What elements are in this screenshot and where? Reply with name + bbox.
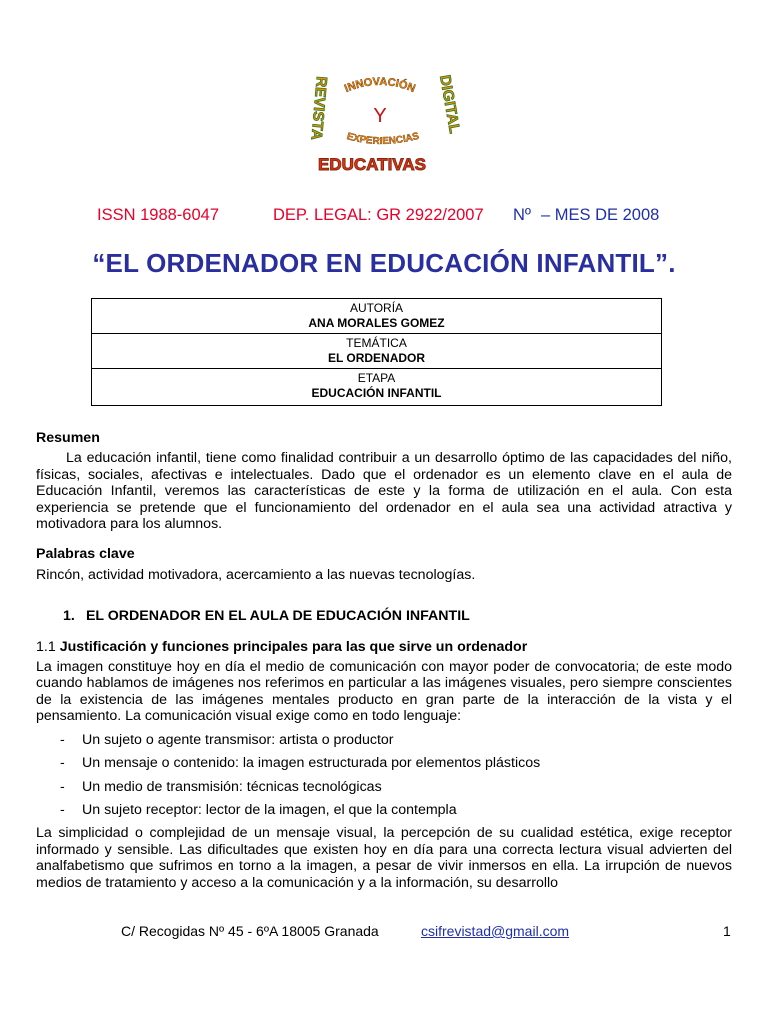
section-heading <box>36 608 732 624</box>
body-paragraph: La imagen constituye hoy en día el medio de comunicación con mayor poder de convocatoria; de este modo cuando hablamos de imágenes nos referimos en particular a las imágenes visuales, pero siempre conscientes de la existencia de las imágenes mentales producto en gran parte de la interacción de la vista y el pensamiento. La comunicación visual exige como en todo lenguaje: <box>36 659 732 725</box>
journal-logo-graphic <box>290 70 470 180</box>
list-item-text: Un medio de transmisión: técnicas tecnológicas <box>82 778 382 795</box>
list-item-text: Un mensaje o contenido: la imagen estructurada por elementos plásticos <box>82 755 541 772</box>
list-dash: - <box>60 731 65 748</box>
metadata-value: EDUCACIÓN INFANTIL <box>311 386 442 400</box>
logo-right-text: DIGITAL <box>436 73 464 135</box>
metadata-row-author <box>92 299 661 334</box>
svg-text:EXPERIENCIAS <box>345 131 420 147</box>
metadata-label: TEMÁTICA <box>346 336 407 350</box>
abstract-heading: Resumen <box>36 430 100 446</box>
keywords-text: Rincón, actividad motivadora, acercamiento a las nuevas tecnologías. <box>36 566 476 583</box>
list-item <box>36 779 732 795</box>
communication-elements-list <box>36 732 732 819</box>
metadata-value: ANA MORALES GOMEZ <box>308 316 445 330</box>
issue-date-text: – MES DE 2008 <box>541 206 660 224</box>
footer-email-link[interactable]: csifrevistad@gmail.com <box>421 923 570 939</box>
keywords-heading: Palabras clave <box>36 546 135 563</box>
metadata-row-topic <box>92 334 661 369</box>
metadata-row-stage <box>92 369 661 405</box>
logo-middle-text: Y <box>373 105 387 127</box>
footer-address: C/ Recogidas Nº 45 - 6ºA 18005 Granada <box>121 923 379 939</box>
issue-number-label: Nº <box>513 206 531 224</box>
section-number: 1. <box>63 608 75 625</box>
list-item <box>36 732 732 748</box>
article-metadata-table <box>91 298 662 406</box>
list-item-text: Un sujeto o agente transmisor: artista o productor <box>82 731 394 748</box>
list-dash: - <box>60 801 65 818</box>
subsection-title: Justificación y funciones principales para las que sirve un ordenador <box>59 638 528 655</box>
subsection-heading <box>36 639 732 655</box>
page-number: 1 <box>723 923 731 939</box>
logo-left-text: REVISTA <box>307 75 330 141</box>
svg-text:INNOVACIÓN <box>343 76 417 95</box>
metadata-value: EL ORDENADOR <box>327 351 426 365</box>
metadata-label: ETAPA <box>357 371 396 385</box>
journal-logo <box>290 70 470 180</box>
article-body <box>36 430 732 891</box>
list-dash: - <box>60 778 65 795</box>
list-item-text: Un sujeto receptor: lector de la imagen, el que la contempla <box>82 801 457 818</box>
body-paragraph: La simplicidad o complejidad de un mensaje visual, la percepción de su cualidad estética, exige receptor informado y sensible. Las dificultades que existen hoy en día para una correcta lectura visual advierten del analfabetismo que sufrimos en torno a la imagen, a pesar de vivir inmersos en ella. La irrupción de nuevos medios de tratamiento y acceso a la comunicación y a la información, su desarrollo <box>36 825 732 891</box>
metadata-label: AUTORÍA <box>349 301 404 315</box>
abstract-paragraph: La educación infantil, tiene como finalidad contribuir a un desarrollo óptimo de las capacidades del niño, físicas, sociales, afectivas e intelectuales. Dado que el ordenador es un elemento clave en el aula de Educación Infantil, veremos las características de este y la forma de utilización en el aula. Con esta experiencia se pretende que el funcionamiento del ordenador en el aula sea una actividad atractiva y motivadora para los alumnos. <box>36 450 732 533</box>
list-item <box>36 755 732 771</box>
list-item <box>36 802 732 818</box>
list-dash: - <box>60 755 65 772</box>
article-title: “EL ORDENADOR EN EDUCACIÓN INFANTIL”. <box>92 248 676 278</box>
issn-text: ISSN 1988-6047 <box>97 206 220 224</box>
section-title: EL ORDENADOR EN EL AULA DE EDUCACIÓN INFANTIL <box>85 608 470 625</box>
logo-lower-text: EXPERIENCIAS <box>345 130 421 148</box>
logo-bottom-text: EDUCATIVAS <box>318 155 426 174</box>
logo-top-text: INNOVACIÓN <box>342 75 417 96</box>
subsection-number: 1.1 <box>36 638 56 655</box>
legal-deposit-text: DEP. LEGAL: GR 2922/2007 <box>273 206 484 224</box>
